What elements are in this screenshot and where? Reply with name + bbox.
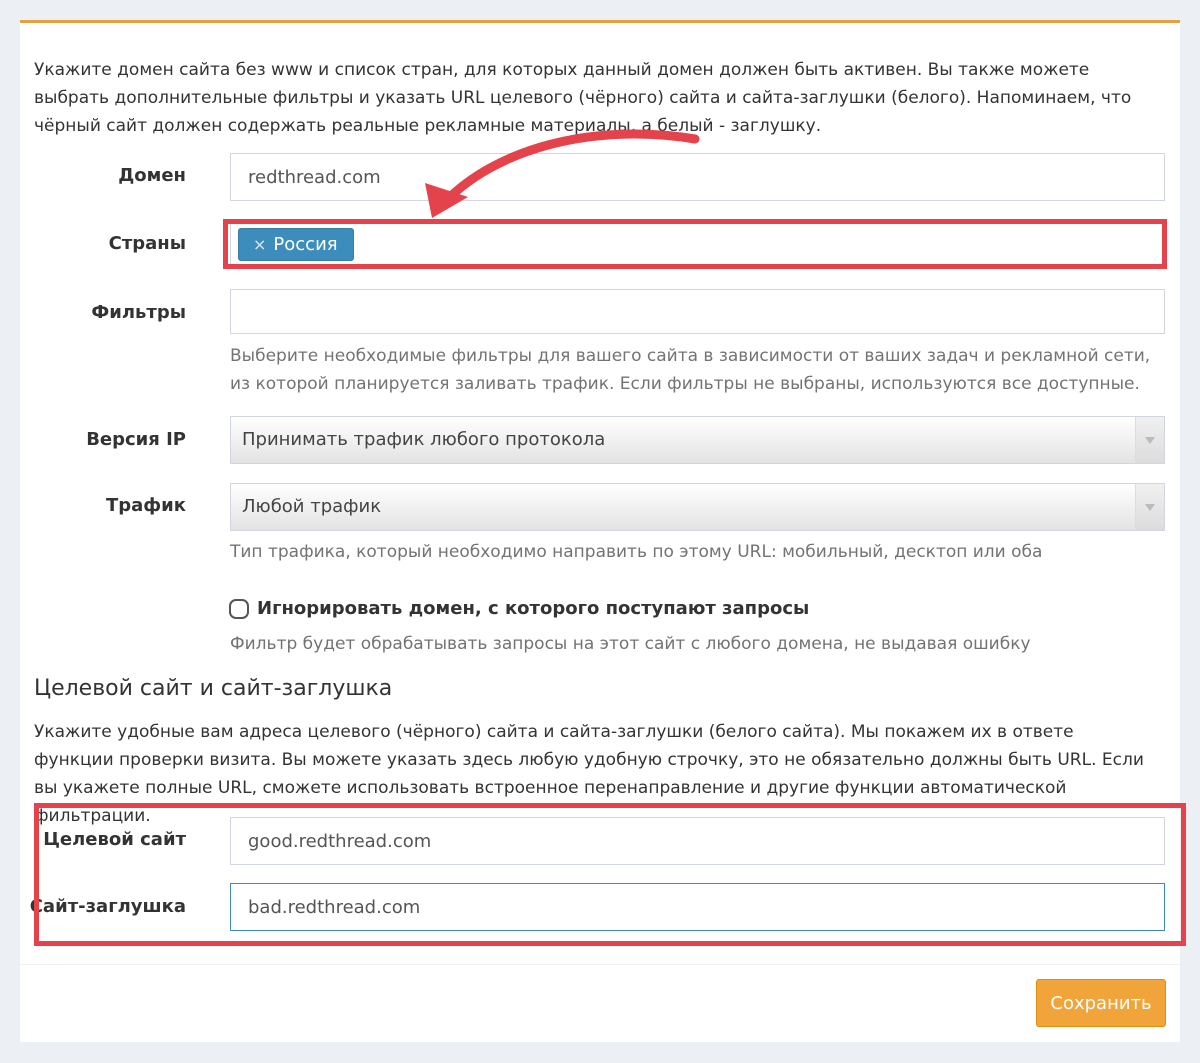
intro-text: Укажите домен сайта без www и список стран, для которых данный домен должен быть активен. Вы также можете выбрать дополнительные фильтры и указать URL целевого (чёрного) сайта и сайта-заглушки (белого). Напоминаем, что чёрный сайт должен содержать реальные рекламные материалы, а белый - заглушку. <box>34 60 1132 136</box>
ip-version-label: Версия IP <box>86 429 186 450</box>
filters-label: Фильтры <box>91 302 186 323</box>
ignore-domain-label[interactable]: Игнорировать домен, с которого поступают запросы <box>257 598 810 619</box>
section-title: Целевой сайт и сайт-заглушка <box>34 676 393 701</box>
filters-help: Выберите необходимые фильтры для вашего сайта в зависимости от ваших задач и рекламной сети, из которой планируется заливать трафик. Если фильтры не выбраны, используются все доступные. <box>230 346 1151 394</box>
domain-label: Домен <box>118 165 186 186</box>
traffic-label: Трафик <box>106 495 186 516</box>
traffic-value: Любой трафик <box>242 496 382 517</box>
tag-remove-icon[interactable]: × <box>253 235 267 254</box>
target-site-label: Целевой сайт <box>43 829 186 850</box>
section-text: Укажите удобные вам адреса целевого (чёрного) сайта и сайта-заглушки (белого сайта). Мы покажем их в ответе функции проверки визита. Вы можете указать здесь любую удобную строчку, это не обязательно должны быть URL. Если вы укажете полные URL, сможете использовать встроенное перенаправление и другие функции автоматической фильтрации. <box>34 722 1144 826</box>
ignore-domain-help: Фильтр будет обрабатывать запросы на этот сайт с любого домена, не выдавая ошибку <box>230 634 1031 654</box>
traffic-help: Тип трафика, который необходимо направить по этому URL: мобильный, десктоп или оба <box>230 542 1043 562</box>
save-button[interactable]: Сохранить <box>1036 979 1166 1027</box>
stub-site-label: Сайт-заглушка <box>29 896 186 917</box>
country-tag-label: Россия <box>273 234 338 255</box>
countries-label: Страны <box>108 233 186 254</box>
ip-version-value: Принимать трафик любого протокола <box>242 429 606 450</box>
